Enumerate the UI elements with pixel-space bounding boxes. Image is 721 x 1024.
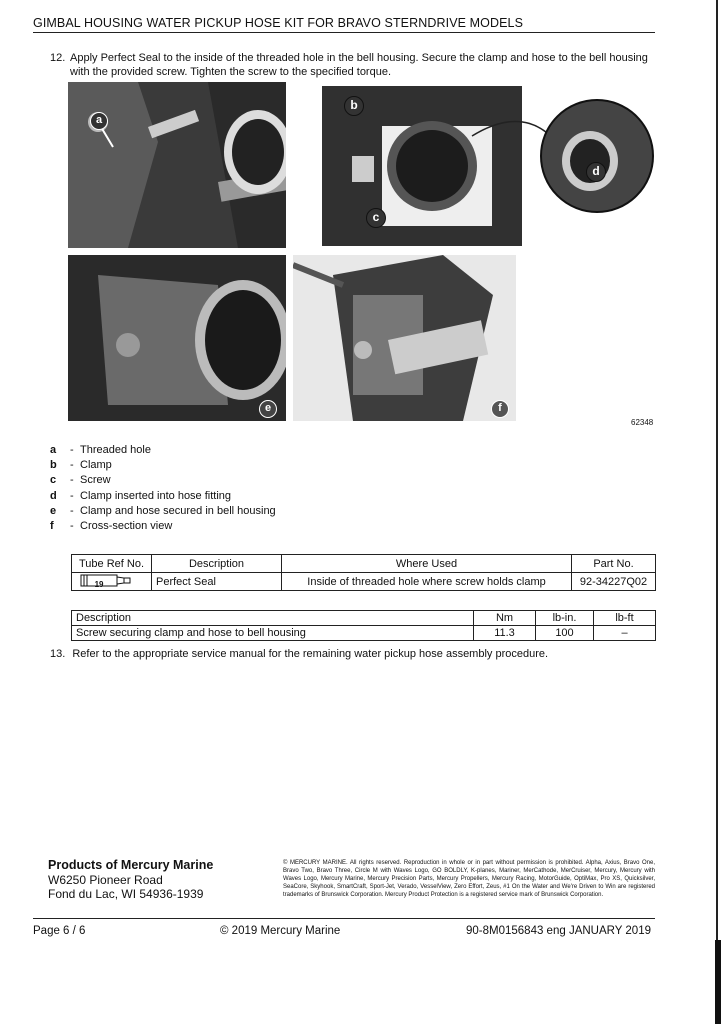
tube-ref-cell bbox=[72, 573, 152, 591]
col-header: Where Used bbox=[282, 555, 572, 573]
callout-d: d bbox=[586, 162, 606, 182]
page-header: GIMBAL HOUSING WATER PICKUP HOSE KIT FOR BRAVO STERNDRIVE MODELS bbox=[33, 16, 655, 33]
legend-item: b - Clamp bbox=[50, 458, 276, 473]
table-cell: Perfect Seal bbox=[152, 573, 282, 591]
copyright: © 2019 Mercury Marine bbox=[220, 925, 341, 937]
photo-clamp-secured bbox=[68, 255, 286, 421]
footer-rule bbox=[33, 918, 655, 919]
col-header: lb-in. bbox=[536, 611, 594, 626]
step-12 bbox=[50, 51, 660, 79]
tube-ref-number: 19 bbox=[94, 579, 104, 589]
table-cell: Screw securing clamp and hose to bell housing bbox=[72, 626, 474, 641]
table-cell: Inside of threaded hole where screw holds clamp bbox=[282, 573, 572, 591]
legend-text: Clamp and hose secured in bell housing bbox=[80, 504, 276, 517]
legend-key: e bbox=[50, 504, 57, 517]
step-number: 13. bbox=[50, 648, 66, 660]
callout-e: e bbox=[259, 400, 277, 418]
address-line-2: Fond du Lac, WI 54936-1939 bbox=[48, 887, 204, 901]
page-number: Page 6 / 6 bbox=[33, 925, 86, 937]
tube-icon bbox=[80, 574, 132, 587]
legend-item: a - Threaded hole bbox=[50, 443, 276, 458]
table-cell: – bbox=[594, 626, 656, 641]
table-cell: 92-34227Q02 bbox=[572, 573, 656, 591]
legend-item: f - Cross-section view bbox=[50, 519, 276, 534]
tube-ref-table bbox=[71, 554, 656, 591]
torque-table bbox=[71, 610, 656, 641]
legend-text: Screw bbox=[80, 474, 111, 487]
legend-text: Clamp inserted into hose fitting bbox=[80, 489, 232, 502]
legend-text: Clamp bbox=[80, 459, 112, 472]
scan-edge bbox=[716, 0, 718, 1024]
legend-text: Cross-section view bbox=[80, 520, 173, 533]
legend-key: c bbox=[50, 474, 57, 487]
photo-threaded-hole bbox=[68, 82, 286, 248]
legend-key: a bbox=[50, 444, 57, 456]
callout-a: a bbox=[90, 112, 108, 130]
step-text: Apply Perfect Seal to the inside of the threaded hole in the bell housing. Secure the clamp and hose to the bell housing with the provided screw. Tighten the screw to the specified torque. bbox=[70, 52, 648, 78]
step-number: 12. bbox=[50, 52, 66, 64]
address-line-1: W6250 Pioneer Road bbox=[48, 872, 163, 887]
table-header-row bbox=[72, 611, 656, 626]
callout-c: c bbox=[366, 208, 386, 228]
scan-edge-mark bbox=[715, 940, 721, 1024]
figure-id: 62348 bbox=[631, 418, 654, 427]
photo-cross-section bbox=[293, 255, 516, 421]
legend-key: b bbox=[50, 459, 57, 472]
figure-legend bbox=[50, 443, 276, 534]
step-13 bbox=[50, 647, 670, 661]
col-header: Tube Ref No. bbox=[72, 555, 152, 573]
company-address bbox=[48, 858, 213, 902]
col-header: Description bbox=[72, 611, 474, 626]
table-cell: 11.3 bbox=[474, 626, 536, 641]
col-header: Part No. bbox=[572, 555, 656, 573]
table-row bbox=[72, 626, 656, 641]
legend-key: d bbox=[50, 489, 57, 502]
document-id: 90-8M0156843 eng JANUARY 2019 bbox=[466, 925, 651, 937]
legend-item: e - Clamp and hose secured in bell housing bbox=[50, 504, 276, 519]
step-text: Refer to the appropriate service manual for the remaining water pickup hose assembly procedure. bbox=[72, 648, 549, 660]
legend-key: f bbox=[50, 520, 54, 533]
col-header: lb-ft bbox=[594, 611, 656, 626]
photo-clamp bbox=[322, 86, 656, 246]
table-header-row bbox=[72, 555, 656, 573]
callout-f: f bbox=[491, 400, 509, 418]
legal-notice: © MERCURY MARINE. All rights reserved. Reproduction in whole or in part without permission is prohibited. Alpha, Axius, Bravo One, Bravo Two, Bravo Three, Circle M with Waves Logo, GO BOLDLY, K-planes, Mariner, MerCathode, MerCruiser, Mercury, Mercury with Waves Logo, Mercury Marine, Mercury Precision Parts, Mercury Propellers, Mercury Racing, MotorGuide, OptiMax, Pro XS, Quicksilver, SeaCore, Skyhook, SmartCraft, Sport-Jet, Verado, VesselView, Zero Effort, Zeus, #1 On the Water and We're Driven to Win are registered trademarks of Brunswick Corporation. Mercury Product Protection is a registered service mark of Brunswick Corporation. bbox=[283, 860, 655, 898]
legend-text: Threaded hole bbox=[80, 444, 151, 456]
col-header: Nm bbox=[474, 611, 536, 626]
callout-b: b bbox=[344, 96, 364, 116]
col-header: Description bbox=[152, 555, 282, 573]
legend-item: d - Clamp inserted into hose fitting bbox=[50, 489, 276, 504]
table-row bbox=[72, 573, 656, 591]
table-cell: 100 bbox=[536, 626, 594, 641]
company-name: Products of Mercury Marine bbox=[48, 858, 214, 872]
legend-item: c - Screw bbox=[50, 473, 276, 488]
